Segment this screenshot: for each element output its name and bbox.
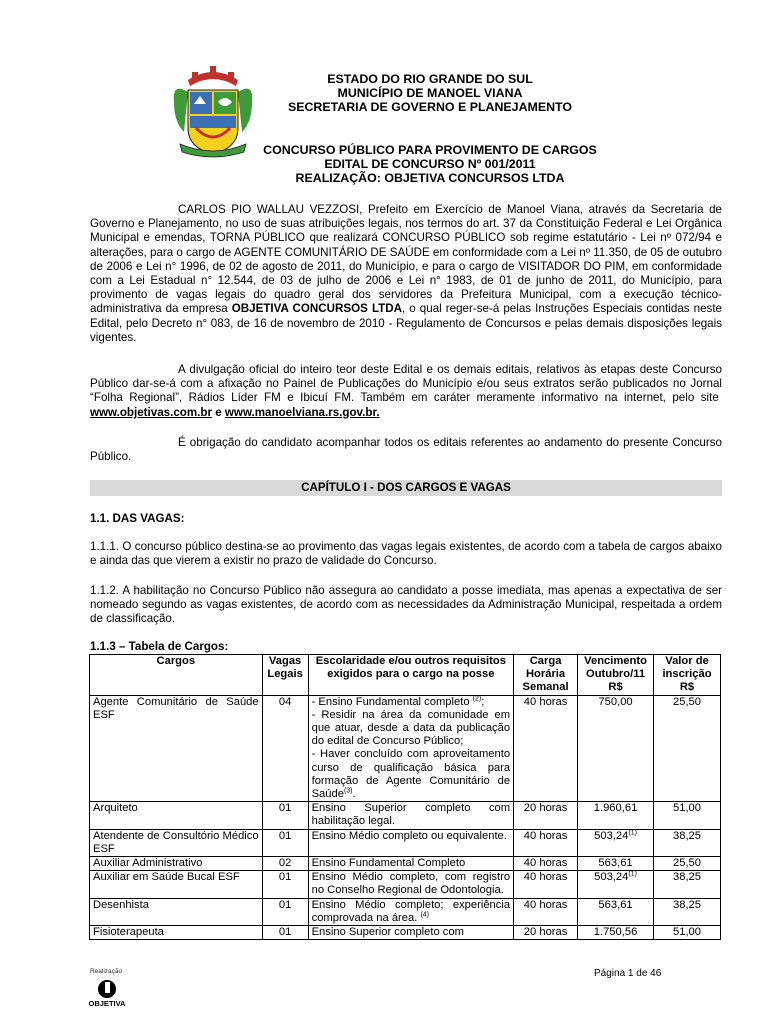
footnote-ref: (4) <box>420 911 429 919</box>
footnote-ref: (2) <box>472 694 482 702</box>
objetiva-logo-icon <box>84 978 130 1008</box>
table-row <box>90 898 721 925</box>
cell-cargo: Fisioterapeuta <box>90 926 263 940</box>
table-row <box>90 926 721 940</box>
cell-carga: 20 horas <box>514 802 578 829</box>
cell-requisitos <box>308 898 514 925</box>
objetivas-link[interactable]: www.objetivas.com.br <box>90 405 212 419</box>
footnote-ref: (1) <box>628 828 637 836</box>
cell-carga: 40 horas <box>514 857 578 871</box>
col-vencimento: Vencimento Outubro/11 R$ <box>578 655 654 696</box>
cell-cargo: Auxiliar em Saúde Bucal ESF <box>90 871 263 898</box>
requirement-text: Ensino Médio completo; experiência comprovada na área. <box>311 898 511 924</box>
cell-cargo: Agente Comunitário de Saúde ESF <box>90 695 263 802</box>
requirement-3-end: . <box>352 788 356 801</box>
cell-requisitos: Ensino Superior completo com <box>308 926 514 940</box>
cell-carga: 20 horas <box>514 926 578 940</box>
cell-vencimento <box>578 871 654 898</box>
requirement-1 <box>312 696 511 709</box>
table-row <box>90 857 721 871</box>
col-cargos: Cargos <box>90 655 263 696</box>
col-escolaridade: Escolaridade e/ou outros requisitos exigidos para o cargo na posse <box>308 655 514 696</box>
footer-realizacao-label: Realização <box>90 968 123 975</box>
cell-vencimento: 563,61 <box>578 857 654 871</box>
col-vagas: Vagas Legais <box>262 655 308 696</box>
cell-requisitos: Ensino Médio completo, com registro no Conselho Regional de Odontologia. <box>308 871 514 898</box>
obligation-paragraph: É obrigação do candidato acompanhar todos os editais referentes ao andamento do presente Concurso Público. <box>90 436 722 464</box>
requirement-3 <box>312 748 511 801</box>
cell-carga: 40 horas <box>514 898 578 925</box>
cell-cargo: Auxiliar Administrativo <box>90 857 263 871</box>
municipality-title: MUNICÍPIO DE MANOEL VIANA <box>337 86 523 100</box>
table-header-row <box>90 655 721 696</box>
document-header <box>200 72 660 114</box>
paragraph-1-1-2: 1.1.2. A habilitação no Concurso Público não assegura ao candidato a posse imediata, mas apenas a expectativa de ser nomeado segundo as vagas existentes, de acordo com as necessidades da Administração Municipal, respeitada a ordem de classificação. <box>90 584 722 626</box>
requirement-1-text: - Ensino Fundamental completo <box>311 695 470 708</box>
company-name: OBJETIVA CONCURSOS LTDA <box>231 302 402 316</box>
vencimento-value: 503,24 <box>594 829 629 842</box>
cell-requisitos: Ensino Superior completo com habilitação legal. <box>308 802 514 829</box>
cell-valor: 25,50 <box>654 695 721 802</box>
vencimento-value: 503,24 <box>594 871 629 884</box>
cell-vencimento: 1.960,61 <box>578 802 654 829</box>
footnote-ref: (3) <box>343 787 353 795</box>
cell-cargo: Desenhista <box>90 898 263 925</box>
cell-cargo: Arquiteto <box>90 802 263 829</box>
table-row <box>90 802 721 829</box>
cell-carga: 40 horas <box>514 695 578 802</box>
cell-requisitos: Ensino Médio completo ou equivalente. <box>308 829 514 856</box>
col-carga: Carga Horária Semanal <box>514 655 578 696</box>
publication-text: A divulgação oficial do inteiro teor deste Edital e os demais editais, relativos às etapas deste Concurso Público dar-se-á com a afixação no Painel de Publicações do Município e/ou seus extratos serão publicados no Jornal “Folha Regional”, Rádios Líder FM e Ibicuí FM. Também em caráter meramente informativo na internet, pelo site <box>90 363 722 405</box>
section-vagas-heading: 1.1. DAS VAGAS: <box>90 512 185 525</box>
cell-carga: 40 horas <box>514 871 578 898</box>
intro-text-b: , o qual reger-se-á pelas Instruções Especiais contidas neste Edital, pelo Decreto n° 083, de 16 de novembro de 2010 - Regulamento de Concursos e pelas demais disposições legais vigentes. <box>90 302 722 344</box>
realizacao-title: REALIZAÇÃO: OBJETIVA CONCURSOS LTDA <box>295 171 565 185</box>
cell-vencimento: 750,00 <box>578 695 654 802</box>
cell-carga: 40 horas <box>514 829 578 856</box>
cell-vagas: 01 <box>262 802 308 829</box>
requirement-3-text: - Haver concluído com aproveitamento curso de qualificação básica para formação de Agente Comunitário de Saúde <box>311 748 511 801</box>
cell-vencimento: 563,61 <box>578 898 654 925</box>
cell-vencimento: 1.750,56 <box>578 926 654 940</box>
table-row <box>90 695 721 802</box>
link-separator: e <box>215 405 222 419</box>
footnote-ref: (1) <box>628 870 637 878</box>
requirement-2: - Residir na área da comunidade em que atuar, desde a data da publicação do edital de Concurso Público; <box>311 708 511 748</box>
cell-cargo: Atendente de Consultório Médico ESF <box>90 829 263 856</box>
col-valor: Valor de inscrição R$ <box>654 655 721 696</box>
paragraph-1-1-1: 1.1.1. O concurso público destina-se ao provimento das vagas legais existentes, de acordo com a tabela de cargos abaixo e ainda das que vierem a existir no prazo de validade do Concurso. <box>90 540 722 568</box>
table-row <box>90 829 721 856</box>
positions-table <box>89 654 721 940</box>
cell-vagas: 01 <box>262 898 308 925</box>
logo-text: OBJETIVA <box>88 999 126 1008</box>
secretariat-title: SECRETARIA DE GOVERNO E PLANEJAMENTO <box>287 100 573 114</box>
publication-paragraph <box>90 363 722 420</box>
intro-text-a: CARLOS PIO WALLAU VEZZOSI, Prefeito em Exercício de Manoel Viana, através da Secretaria de Governo e Planejamento, no uso de suas atribuições legais, nos termos do art. 37 da Constituição Federal e Lei Orgânica Municipal e emendas, TORNA PÚBLICO que realizará CONCURSO PÚBLICO sob regime estatutário - Lei nº 072/94 e alterações, para o cargo de AGENTE COMUNITÁRIO DE SAÚDE em conformidade com a Lei nº 11.350, de 05 de outubro de 2006 e Lei n° 1996, de 02 de agosto de 2011, do Município, e para o cargo de VISITADOR DO PIM, em conformidade com a Lei Estadual n° 12.544, de 03 de julho de 2006 e Lei n° 1983, de 01 de junho de 2011, do Município, para provimento de vagas legais do quadro geral dos servidores da Prefeitura Municipal, com a execução técnico-administrativa da empresa <box>90 203 722 316</box>
intro-paragraph <box>90 203 722 345</box>
cell-valor: 38,25 <box>654 829 721 856</box>
contest-title: CONCURSO PÚBLICO PARA PROVIMENTO DE CARGOS <box>263 143 597 157</box>
cell-vencimento <box>578 829 654 856</box>
state-title: ESTADO DO RIO GRANDE DO SUL <box>327 72 533 86</box>
cell-valor: 51,00 <box>654 802 721 829</box>
table-row <box>90 871 721 898</box>
cell-vagas: 01 <box>262 829 308 856</box>
section-tabela-heading: 1.1.3 – Tabela de Cargos: <box>90 640 229 653</box>
chapter-heading: CAPÍTULO I - DOS CARGOS E VAGAS <box>90 480 722 496</box>
cell-vagas: 02 <box>262 857 308 871</box>
cell-requisitos <box>308 695 514 802</box>
edital-header <box>200 143 660 185</box>
cell-valor: 25,50 <box>654 857 721 871</box>
cell-requisitos: Ensino Fundamental Completo <box>308 857 514 871</box>
cell-valor: 38,25 <box>654 871 721 898</box>
manoelviana-link[interactable]: www.manoelviana.rs.gov.br. <box>224 405 380 419</box>
cell-vagas: 01 <box>262 926 308 940</box>
cell-valor: 38,25 <box>654 898 721 925</box>
cell-valor: 51,00 <box>654 926 721 940</box>
edital-number: EDITAL DE CONCURSO Nº 001/2011 <box>324 157 536 171</box>
requirement-1-end: ; <box>481 695 485 708</box>
cell-vagas: 04 <box>262 695 308 802</box>
cell-vagas: 01 <box>262 871 308 898</box>
page-number: Página 1 de 46 <box>594 968 662 979</box>
